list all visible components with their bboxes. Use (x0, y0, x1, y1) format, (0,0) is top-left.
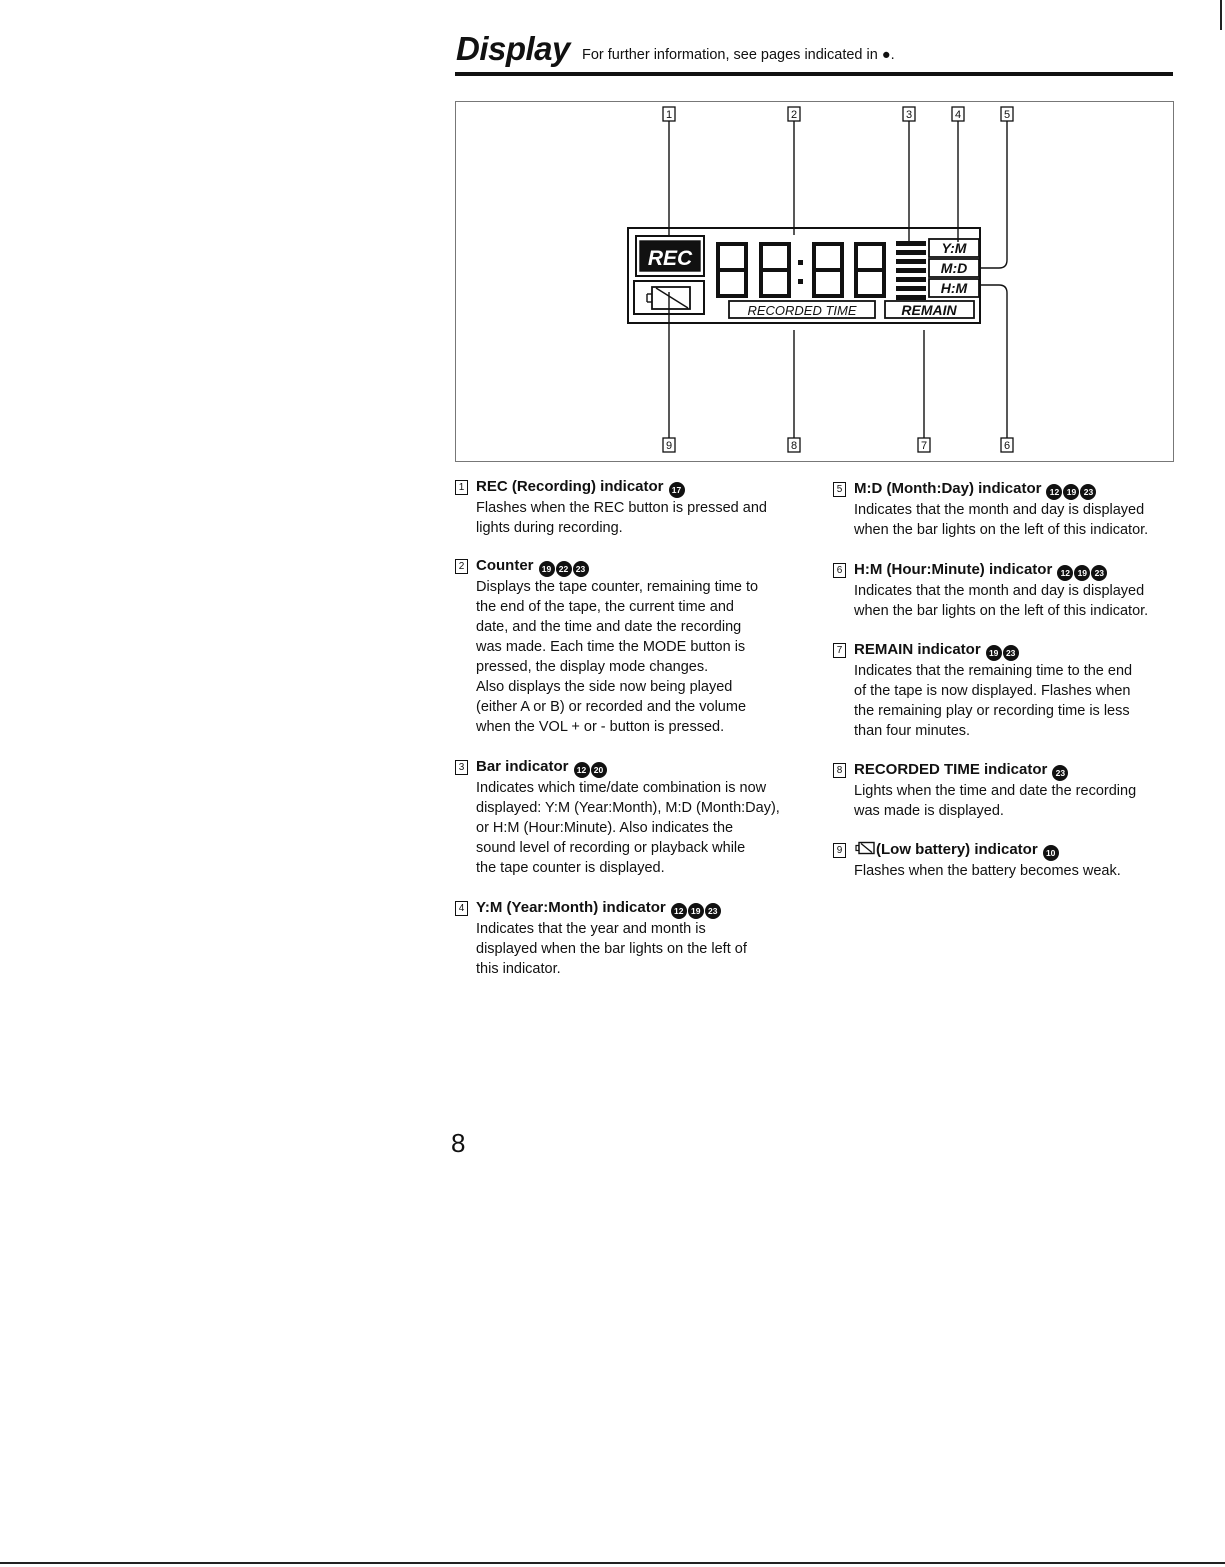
page-ref: 22 (556, 561, 572, 577)
display-diagram-svg (456, 102, 1173, 461)
item-body: Indicates that the year and month is displayed when the bar lights on the left of this indicator. (476, 921, 747, 977)
item-7 (833, 641, 1178, 746)
item-number: 3 (455, 760, 468, 775)
page-ref: 19 (539, 561, 555, 577)
item-title: (Low battery) indicator (876, 841, 1038, 858)
page-number: 8 (451, 1128, 466, 1158)
item-body: Displays the tape counter, remaining time to the end of the tape, the current time and date, and the time and date the recording was made. Each time the MODE button is pressed, the display mode changes. Also displays the side now being played (either A or B) or recorded and the volume when the VOL + or - button is pressed. (476, 579, 759, 735)
item-body: Indicates that the remaining time to the end of the tape is now displayed. Flashes when the remaining play or recording time is less than four minutes. (854, 663, 1133, 739)
item-title: Counter (476, 557, 534, 574)
page-ref: 12 (1046, 484, 1062, 500)
page-ref: 23 (1091, 565, 1107, 581)
callout-6: 6 (1003, 440, 1011, 452)
callout-1: 1 (665, 109, 673, 121)
page-ref: 19 (986, 645, 1002, 661)
page-ref: 12 (1057, 565, 1073, 581)
page-ref: 23 (1052, 765, 1068, 781)
item-body: Indicates that the month and day is displayed when the bar lights on the left of this indicator. (854, 583, 1149, 619)
page-title: Display (456, 30, 570, 67)
header-rule (455, 72, 1173, 76)
item-number: 8 (833, 763, 846, 778)
lcd-md-label: M:D (940, 260, 968, 276)
item-number: 9 (833, 843, 846, 858)
page-ref: 19 (1074, 565, 1090, 581)
lcd-remain-label: REMAIN (901, 302, 957, 318)
item-number: 5 (833, 482, 846, 497)
item-8 (833, 761, 1178, 821)
page-ref: 23 (573, 561, 589, 577)
item-title: REC (Recording) indicator (476, 478, 664, 495)
item-body: Indicates which time/date combination is now displayed: Y:M (Year:Month), M:D (Month:Day), or H:M (Hour:Minute). Also indicates the sound level of recording or playback while the tape counter is displayed. (476, 780, 780, 876)
callout-2: 2 (790, 109, 798, 121)
item-title: H:M (Hour:Minute) indicator (854, 561, 1053, 578)
low-battery-icon (854, 841, 876, 855)
item-2 (455, 557, 815, 742)
lcd-ym-label: Y:M (941, 240, 967, 256)
callout-9: 9 (665, 440, 673, 452)
item-number: 4 (455, 901, 468, 916)
callout-5: 5 (1003, 109, 1011, 121)
page-ref: 19 (1063, 484, 1079, 500)
lcd-recorded-time-label: RECORDED TIME (747, 303, 857, 318)
item-body: Flashes when the battery becomes weak. (854, 863, 1121, 879)
item-number: 6 (833, 563, 846, 578)
lcd-digits (718, 244, 884, 296)
lcd-battery-slash (656, 288, 688, 308)
page-ref: 23 (1080, 484, 1096, 500)
item-1 (455, 478, 815, 538)
page-edge-mark (1220, 0, 1222, 30)
item-title: RECORDED TIME indicator (854, 761, 1048, 778)
page-ref: 10 (1043, 845, 1059, 861)
page-ref: 12 (671, 903, 687, 919)
item-title: Y:M (Year:Month) indicator (476, 899, 666, 916)
page-bottom-rule (0, 1562, 1225, 1564)
item-body: Lights when the time and date the recording was made is displayed. (854, 783, 1137, 819)
item-3 (455, 758, 815, 883)
lcd-rec-label: REC (647, 247, 693, 270)
page-ref: 23 (705, 903, 721, 919)
lcd-bar-indicator (896, 241, 926, 300)
item-number: 1 (455, 480, 468, 495)
lcd-colon (798, 260, 803, 284)
item-body: Flashes when the REC button is pressed and lights during recording. (476, 500, 767, 536)
lcd-hm-label: H:M (940, 280, 968, 296)
callout-3: 3 (905, 109, 913, 121)
callout-7: 7 (920, 440, 928, 452)
page-subtitle: For further information, see pages indicated in ●. (582, 47, 895, 63)
item-5 (833, 480, 1178, 540)
page-ref: 17 (669, 482, 685, 498)
item-9 (833, 841, 1178, 886)
leader-line-6 (979, 285, 1007, 440)
item-title: M:D (Month:Day) indicator (854, 480, 1042, 497)
display-diagram (455, 101, 1174, 462)
page-ref: 23 (1003, 645, 1019, 661)
page-ref: 19 (688, 903, 704, 919)
page-ref: 12 (574, 762, 590, 778)
item-title: Bar indicator (476, 758, 569, 775)
item-title: REMAIN indicator (854, 641, 981, 658)
item-4 (455, 899, 815, 984)
item-6 (833, 561, 1178, 621)
callout-4: 4 (954, 109, 962, 121)
page-ref: 20 (591, 762, 607, 778)
item-number: 2 (455, 559, 468, 574)
leader-line-5 (979, 121, 1007, 268)
item-number: 7 (833, 643, 846, 658)
callout-8: 8 (790, 440, 798, 452)
item-body: Indicates that the month and day is displayed when the bar lights on the left of this indicator. (854, 502, 1149, 538)
